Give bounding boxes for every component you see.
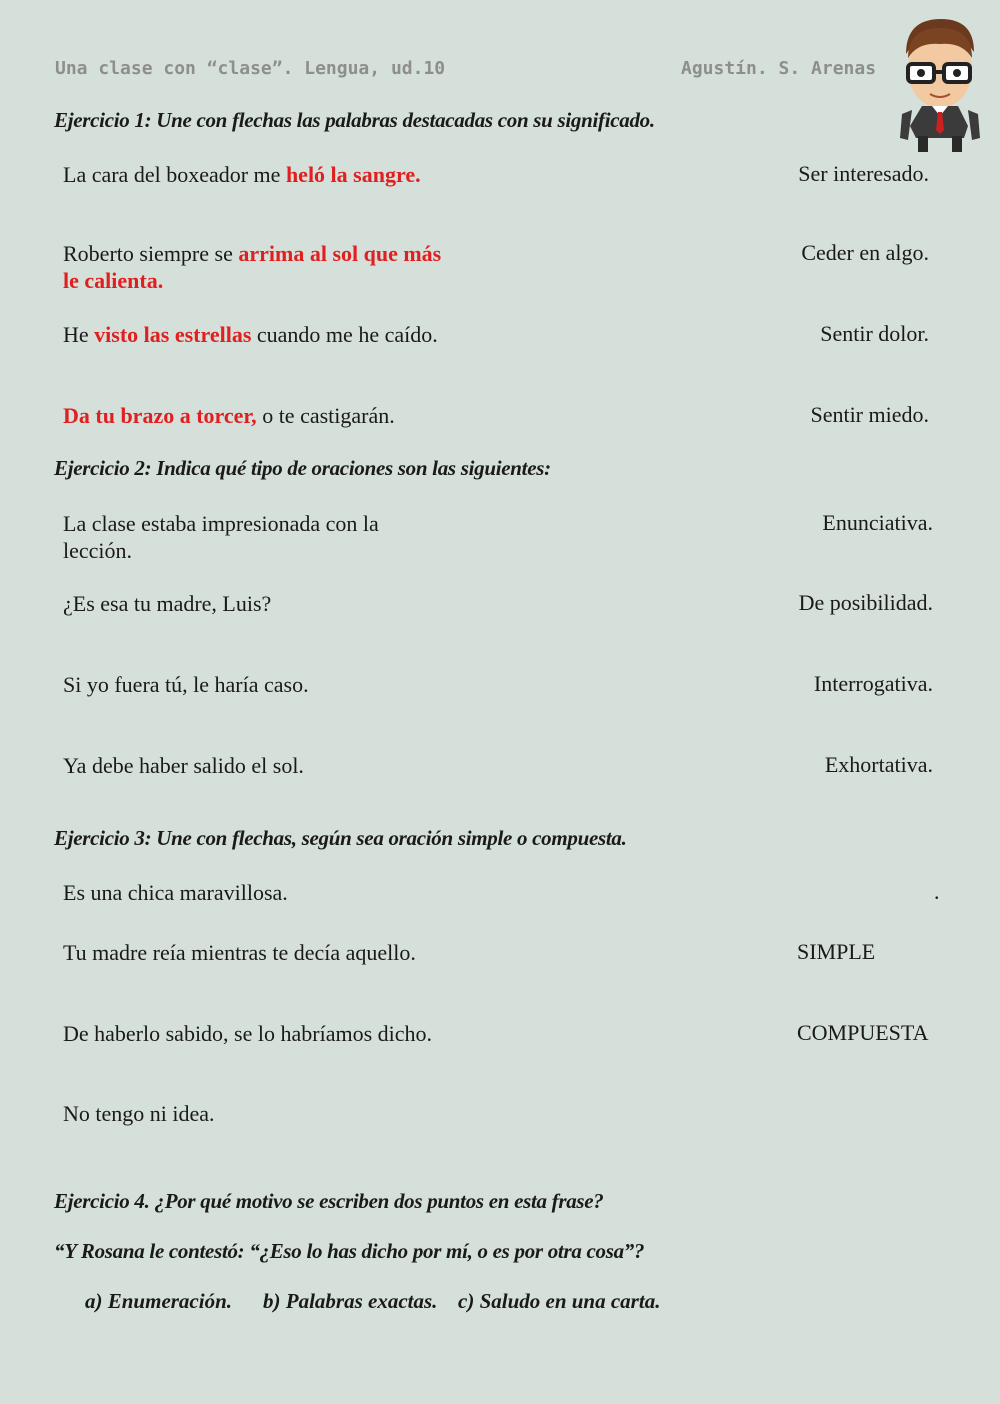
sentence-line: lección. bbox=[63, 538, 133, 563]
idiom-highlight: arrima al sol que más bbox=[238, 241, 442, 266]
sentence-text: La cara del boxeador me bbox=[63, 162, 286, 187]
ex1-meaning-2: Ceder en algo. bbox=[801, 240, 929, 265]
ex1-sentence-2 bbox=[63, 240, 441, 294]
ex1-meaning-3: Sentir dolor. bbox=[820, 321, 929, 346]
ex1-sentence-3 bbox=[63, 321, 438, 348]
option-c: c) Saludo en una carta. bbox=[458, 1289, 661, 1313]
exercise-4-title: Ejercicio 4. ¿Por qué motivo se escriben dos puntos en esta frase? bbox=[54, 1189, 604, 1213]
ex2-type-1: Enunciativa. bbox=[822, 510, 933, 535]
ex3-sentence-3: De haberlo sabido, se lo habríamos dicho. bbox=[63, 1021, 433, 1046]
idiom-highlight: visto las estrellas bbox=[94, 322, 252, 347]
ex3-option-compuesta: COMPUESTA bbox=[797, 1020, 929, 1045]
ex3-option-simple: SIMPLE bbox=[797, 939, 876, 964]
ex2-sentence-4: Ya debe haber salido el sol. bbox=[63, 753, 304, 778]
ex2-sentence-2: ¿Es esa tu madre, Luis? bbox=[63, 591, 272, 616]
idiom-highlight: le calienta. bbox=[63, 268, 164, 293]
idiom-highlight: heló la sangre. bbox=[285, 162, 421, 187]
ex1-meaning-4: Sentir miedo. bbox=[810, 402, 929, 427]
teacher-avatar bbox=[896, 14, 982, 156]
exercise-1-title: Ejercicio 1: Une con flechas las palabras destacadas con su significado. bbox=[54, 108, 655, 132]
ex2-type-3: Interrogativa. bbox=[813, 671, 933, 696]
ex3-dot: . bbox=[934, 879, 940, 904]
ex2-type-4: Exhortativa. bbox=[824, 752, 933, 777]
header-title: Una clase con “clase”. Lengua, ud.10 bbox=[55, 58, 446, 79]
ex2-sentence-1 bbox=[63, 510, 379, 564]
ex1-sentence-1 bbox=[63, 161, 421, 188]
sentence-text: He bbox=[63, 322, 95, 347]
ex2-type-2: De posibilidad. bbox=[798, 590, 933, 615]
sentence-text: Roberto siempre se bbox=[63, 241, 239, 266]
ex1-sentence-4 bbox=[63, 402, 395, 429]
sentence-text: o te castigarán. bbox=[256, 403, 395, 428]
idiom-highlight: Da tu brazo a torcer, bbox=[63, 403, 257, 428]
ex3-sentence-2: Tu madre reía mientras te decía aquello. bbox=[63, 940, 416, 965]
ex3-sentence-1: Es una chica maravillosa. bbox=[63, 880, 288, 905]
header-author: Agustín. S. Arenas bbox=[681, 58, 877, 79]
option-a: a) Enumeración. bbox=[85, 1289, 233, 1313]
exercise-3-title: Ejercicio 3: Une con flechas, según sea oración simple o compuesta. bbox=[54, 826, 627, 850]
option-b: b) Palabras exactas. bbox=[263, 1289, 438, 1313]
sentence-line: La clase estaba impresionada con la bbox=[63, 511, 379, 536]
exercise-4-quote: “Y Rosana le contestó: “¿Eso lo has dicho por mí, o es por otra cosa”? bbox=[54, 1239, 645, 1263]
ex3-sentence-4: No tengo ni idea. bbox=[63, 1101, 215, 1126]
sentence-text: cuando me he caído. bbox=[251, 322, 438, 347]
ex1-meaning-1: Ser interesado. bbox=[798, 161, 929, 186]
ex2-sentence-3: Si yo fuera tú, le haría caso. bbox=[63, 672, 309, 697]
exercise-2-title: Ejercicio 2: Indica qué tipo de oraciones son las siguientes: bbox=[54, 456, 551, 480]
